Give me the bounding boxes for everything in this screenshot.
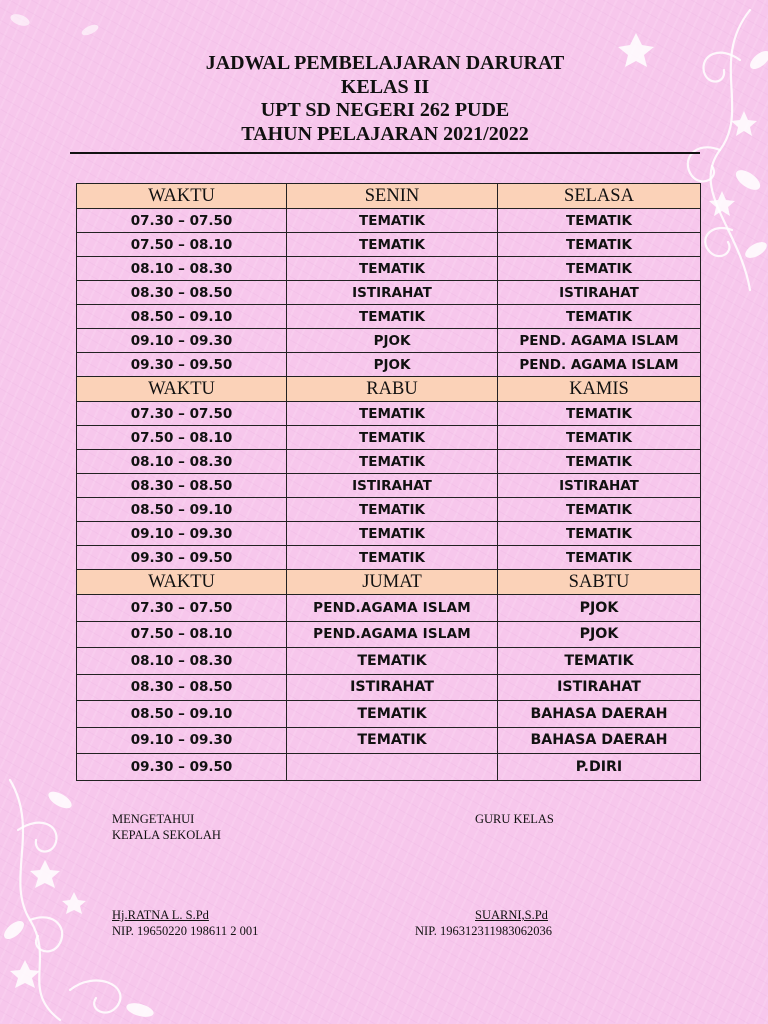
- time-cell: 07.50 – 08.10: [77, 621, 287, 648]
- signature-left-block: [112, 907, 258, 939]
- title-divider: [70, 152, 700, 154]
- subject-cell: BAHASA DAERAH: [498, 701, 701, 728]
- header-cell: SELASA: [498, 184, 701, 209]
- table-row: [77, 233, 701, 257]
- time-cell: 08.10 – 08.30: [77, 648, 287, 675]
- teacher-nip: NIP. 196312311983062036: [415, 924, 553, 938]
- table-row: [77, 450, 701, 474]
- time-cell: 08.30 – 08.50: [77, 474, 287, 498]
- time-cell: 09.10 – 09.30: [77, 522, 287, 546]
- subject-cell: TEMATIK: [287, 209, 498, 233]
- table-row: [77, 305, 701, 329]
- principal-name: Hj.RATNA L. S.Pd: [112, 908, 209, 922]
- document-title: [70, 52, 700, 146]
- time-cell: 09.10 – 09.30: [77, 727, 287, 754]
- table-row: [77, 648, 701, 675]
- table-row: [77, 426, 701, 450]
- subject-cell: TEMATIK: [498, 546, 701, 570]
- subject-cell: TEMATIK: [498, 450, 701, 474]
- table-row: [77, 329, 701, 353]
- subject-cell: TEMATIK: [287, 402, 498, 426]
- signature-left-heading: [112, 811, 221, 843]
- subject-cell: TEMATIK: [287, 498, 498, 522]
- header-cell: WAKTU: [77, 570, 287, 595]
- subject-cell: PEND.AGAMA ISLAM: [287, 621, 498, 648]
- subject-cell: PJOK: [287, 353, 498, 377]
- subject-cell: TEMATIK: [287, 233, 498, 257]
- table-row: [77, 546, 701, 570]
- table-row: [77, 474, 701, 498]
- subject-cell: TEMATIK: [287, 727, 498, 754]
- table-row: [77, 257, 701, 281]
- subject-cell: ISTIRAHAT: [287, 281, 498, 305]
- time-cell: 07.30 – 07.50: [77, 595, 287, 622]
- title-line-3: UPT SD NEGERI 262 PUDE: [260, 99, 510, 121]
- subject-cell: ISTIRAHAT: [498, 674, 701, 701]
- subject-cell: TEMATIK: [287, 648, 498, 675]
- header-cell: WAKTU: [77, 377, 287, 402]
- subject-cell: TEMATIK: [287, 426, 498, 450]
- signature-right-heading: [475, 811, 554, 827]
- principal-label: KEPALA SEKOLAH: [112, 828, 221, 842]
- time-cell: 07.50 – 08.10: [77, 233, 287, 257]
- title-line-4: TAHUN PELAJARAN 2021/2022: [241, 122, 529, 145]
- subject-cell: TEMATIK: [498, 522, 701, 546]
- subject-cell: PJOK: [498, 595, 701, 622]
- table-row: [77, 498, 701, 522]
- subject-cell: TEMATIK: [287, 305, 498, 329]
- table-row: [77, 353, 701, 377]
- subject-cell: TEMATIK: [498, 233, 701, 257]
- table-row: [77, 754, 701, 781]
- subject-cell: TEMATIK: [287, 450, 498, 474]
- table-row: [77, 402, 701, 426]
- principal-nip: NIP. 19650220 198611 2 001: [112, 924, 259, 938]
- subject-cell: TEMATIK: [498, 426, 701, 450]
- table-row: [77, 522, 701, 546]
- header-cell: JUMAT: [287, 570, 498, 595]
- table-row: [77, 674, 701, 701]
- subject-cell: TEMATIK: [287, 701, 498, 728]
- subject-cell: TEMATIK: [498, 257, 701, 281]
- title-line-2: KELAS II: [340, 75, 430, 98]
- time-cell: 07.50 – 08.10: [77, 426, 287, 450]
- table-header-row: [77, 570, 701, 595]
- time-cell: 09.30 – 09.50: [77, 353, 287, 377]
- subject-cell: ISTIRAHAT: [287, 674, 498, 701]
- header-cell: WAKTU: [77, 184, 287, 209]
- table-header-row: [77, 377, 701, 402]
- header-cell: RABU: [287, 377, 498, 402]
- time-cell: 08.30 – 08.50: [77, 674, 287, 701]
- table-row: [77, 621, 701, 648]
- time-cell: 09.10 – 09.30: [77, 329, 287, 353]
- floral-decoration-bottom-left-icon: [0, 770, 180, 1024]
- subject-cell: PJOK: [498, 621, 701, 648]
- table-row: [77, 281, 701, 305]
- subject-cell: ISTIRAHAT: [498, 474, 701, 498]
- header-cell: SABTU: [498, 570, 701, 595]
- subject-cell: TEMATIK: [498, 209, 701, 233]
- table-row: [77, 209, 701, 233]
- subject-cell: PJOK: [287, 329, 498, 353]
- teacher-name: SUARNI,S.Pd: [475, 908, 548, 922]
- time-cell: 08.50 – 09.10: [77, 701, 287, 728]
- subject-cell: ISTIRAHAT: [498, 281, 701, 305]
- header-cell: KAMIS: [498, 377, 701, 402]
- teacher-label: GURU KELAS: [475, 812, 554, 826]
- time-cell: 07.30 – 07.50: [77, 402, 287, 426]
- time-cell: 08.50 – 09.10: [77, 498, 287, 522]
- subject-cell: TEMATIK: [498, 402, 701, 426]
- time-cell: 09.30 – 09.50: [77, 546, 287, 570]
- subject-cell: P.DIRI: [498, 754, 701, 781]
- subject-cell: TEMATIK: [287, 546, 498, 570]
- table-header-row: [77, 184, 701, 209]
- time-cell: 08.10 – 08.30: [77, 257, 287, 281]
- subject-cell: PEND.AGAMA ISLAM: [287, 595, 498, 622]
- subject-cell: TEMATIK: [498, 498, 701, 522]
- subject-cell: ISTIRAHAT: [287, 474, 498, 498]
- time-cell: 07.30 – 07.50: [77, 209, 287, 233]
- subject-cell: PEND. AGAMA ISLAM: [498, 329, 701, 353]
- signature-right-block: [415, 907, 585, 939]
- acknowledged-label: MENGETAHUI: [112, 812, 195, 826]
- subject-cell: TEMATIK: [287, 522, 498, 546]
- subject-cell: BAHASA DAERAH: [498, 727, 701, 754]
- time-cell: 08.50 – 09.10: [77, 305, 287, 329]
- time-cell: 09.30 – 09.50: [77, 754, 287, 781]
- subject-cell: [287, 754, 498, 781]
- header-cell: SENIN: [287, 184, 498, 209]
- table-row: [77, 595, 701, 622]
- subject-cell: TEMATIK: [498, 648, 701, 675]
- subject-cell: TEMATIK: [287, 257, 498, 281]
- title-line-1: JADWAL PEMBELAJARAN DARURAT: [205, 52, 565, 74]
- subject-cell: TEMATIK: [498, 305, 701, 329]
- subject-cell: PEND. AGAMA ISLAM: [498, 353, 701, 377]
- table-row: [77, 727, 701, 754]
- schedule-table: [76, 183, 701, 781]
- time-cell: 08.30 – 08.50: [77, 281, 287, 305]
- table-row: [77, 701, 701, 728]
- time-cell: 08.10 – 08.30: [77, 450, 287, 474]
